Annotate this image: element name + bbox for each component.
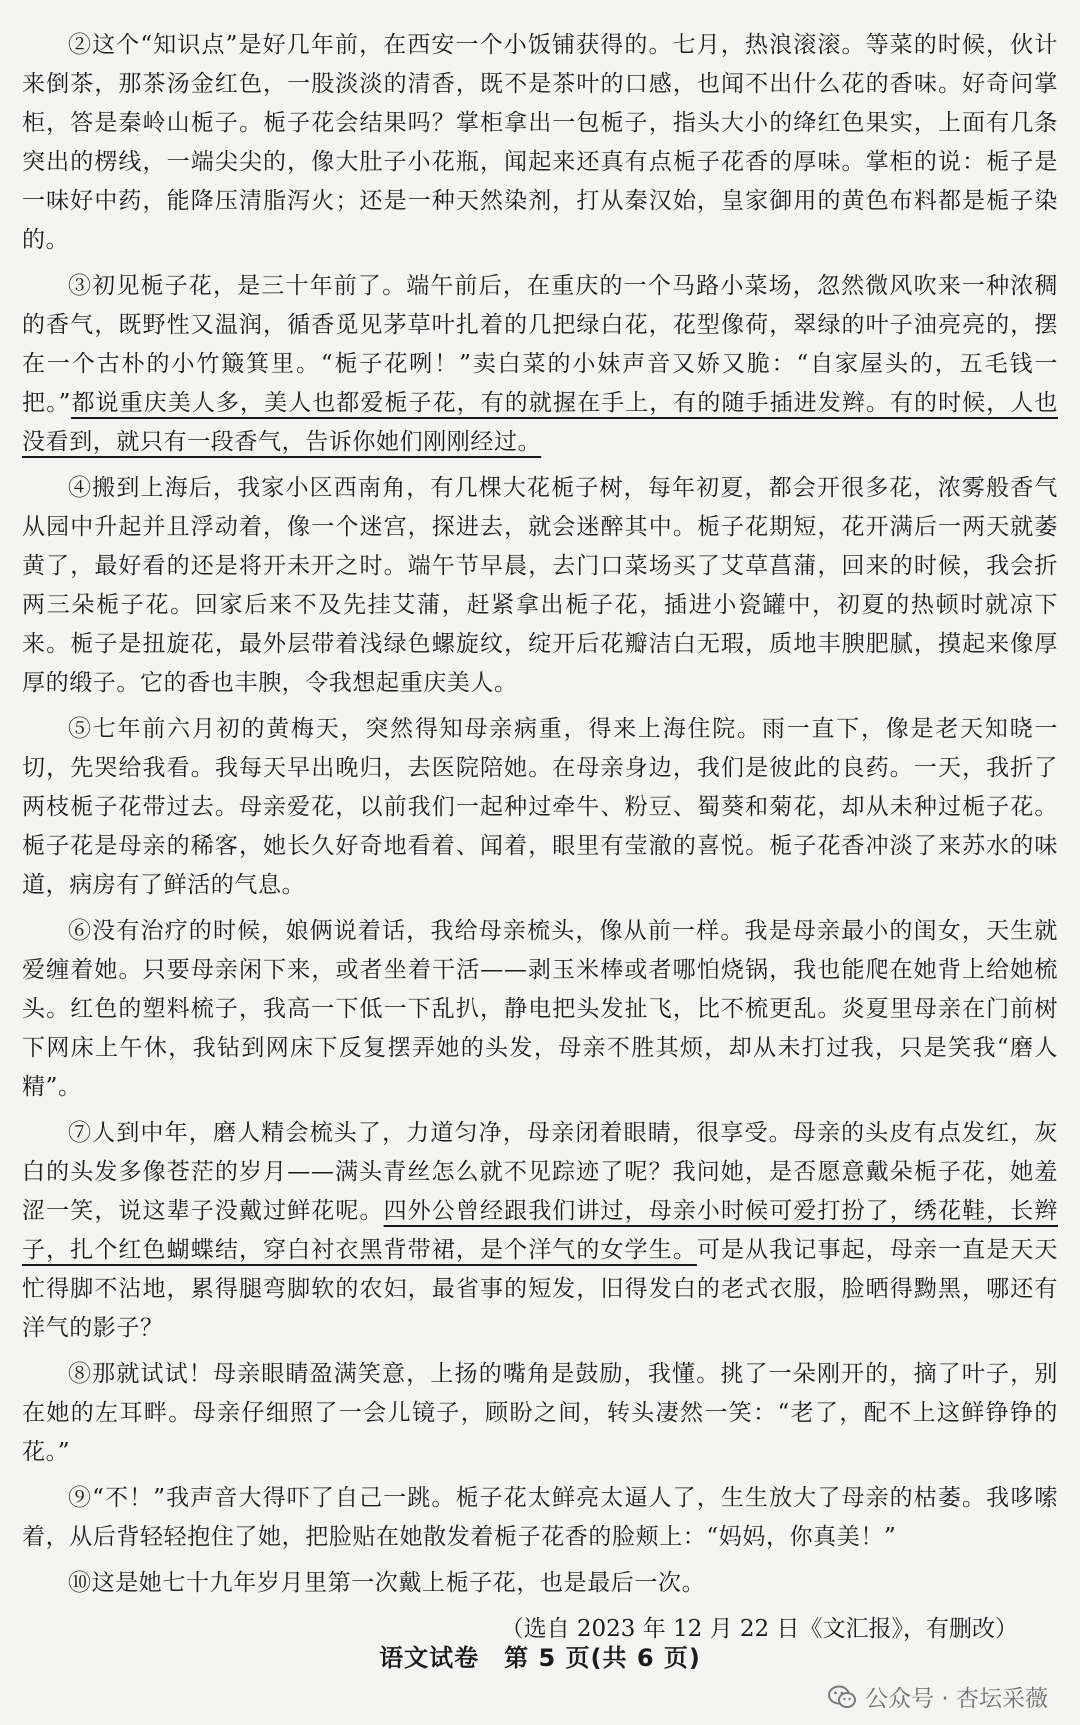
paragraph-5: ⑤七年前六月初的黄梅天，突然得知母亲病重，得来上海住院。雨一直下，像是老天知晓一切，先哭给我看。我每天早出晚归，去医院陪她。在母亲身边，我们是彼此的良药。一天，我折了两枝栀子花带过去。母亲爱花，以前我们一起种过牵牛、粉豆、蜀葵和菊花，却从未种过栀子花。栀子花是母亲的稀客，她长久好奇地看着、闻着，眼里有莹澈的喜悦。栀子花香冲淡了来苏水的味道，病房有了鲜活的气息。 xyxy=(22,716,1058,898)
watermark xyxy=(827,1680,1048,1713)
paragraph-8: ⑧那就试试！母亲眼睛盈满笑意，上扬的嘴角是鼓励，我懂。挑了一朵刚开的，摘了叶子，别在她的左耳畔。母亲仔细照了一会儿镜子，顾盼之间，转头凄然一笑：“老了，配不上这鲜铮铮的花。” xyxy=(22,1361,1058,1465)
paragraph-3-text: ③初见栀子花，是三十年前了。端午前后，在重庆的一个马路小菜场，忽然微风吹来一种浓稠的香气，既野性又温润，循香觅见茅草叶扎着的几把绿白花，花型像荷，翠绿的叶子油亮亮的，摆在一个古朴的小竹簸箕里。“栀子花咧！”卖白菜的小妹声音又娇又脆：“自家屋头的，五毛钱一把。” xyxy=(22,273,1058,416)
paragraph-6: ⑥没有治疗的时候，娘俩说着话，我给母亲梳头，像从前一样。我是母亲最小的闺女，天生就爱缠着她。只要母亲闲下来，或者坐着干活——剥玉米棒或者哪怕烧锅，我也能爬在她背上给她梳头。红色的塑料梳子，我高一下低一下乱扒，静电把头发扯飞，比不梳更乱。炎夏里母亲在门前树下网床上午休，我钻到网床下反复摆弄她的头发，母亲不胜其烦，却从未打过我，只是笑我“磨人精”。 xyxy=(22,918,1058,1100)
page-footer: 语文试卷 第 5 页(共 6 页) xyxy=(379,1644,701,1672)
wechat-official-account-icon xyxy=(827,1684,857,1710)
paragraph-3-underlined-sentence: 都说重庆美人多，美人也都爱栀子花，有的就握在手上，有的随手插进发辫。有的时候，人也没看到，就只有一段香气，告诉你她们刚刚经过。 xyxy=(22,390,1058,455)
paragraph-7-underlined-sentence: 四外公曾经跟我们讲过，母亲小时候可爱打扮了，绣花鞋，长辫子，扎个红色蝴蝶结，穿白衬衣黑背带裙，是个洋气的女学生。 xyxy=(22,1198,1058,1263)
paragraph-3 xyxy=(22,267,1058,462)
paragraph-9: ⑨“不！”我声音大得吓了自己一跳。栀子花太鲜亮太逼人了，生生放大了母亲的枯萎。我哆嗦着，从后背轻轻抱住了她，把脸贴在她散发着栀子花香的脸颊上：“妈妈，你真美！” xyxy=(22,1485,1058,1550)
paragraph-4: ④搬到上海后，我家小区西南角，有几棵大花栀子树，每年初夏，都会开很多花，浓雾般香气从园中升起并且浮动着，像一个迷宫，探进去，就会迷醉其中。栀子花期短，花开满后一两天就萎黄了，最好看的还是将开未开之时。端午节早晨，去门口菜场买了艾草菖蒲，回来的时候，我会折两三朵栀子花。回家后来不及先挂艾蒲，赶紧拿出栀子花，插进小瓷罐中，初夏的热顿时就凉下来。栀子是扭旋花，最外层带着浅绿色螺旋纹，绽开后花瓣洁白无瑕，质地丰腴肥腻，摸起来像厚厚的缎子。它的香也丰腴，令我想起重庆美人。 xyxy=(22,475,1058,696)
exam-page xyxy=(22,26,1059,1642)
source-citation: （选自 2023 年 12 月 22 日《文汇报》，有删改） xyxy=(500,1616,1018,1642)
paragraph-7-text: ⑦人到中年，磨人精会梳头了，力道匀净，母亲闭着眼睛，很享受。母亲的头皮有点发红，灰白的头发多像苍茫的岁月——满头青丝怎么就不见踪迹了呢？我问她，是否愿意戴朵栀子花，她羞涩一笑，说这辈子没戴过鲜花呢。 xyxy=(22,1120,1058,1224)
paragraph-10: ⑩这是她七十九年岁月里第一次戴上栀子花，也是最后一次。 xyxy=(68,1570,706,1596)
paragraph-2: ②这个“知识点”是好几年前，在西安一个小饭铺获得的。七月，热浪滚滚。等菜的时候，伙计来倒茶，那茶汤金红色，一股淡淡的清香，既不是茶叶的口感，也闻不出什么花的香味。好奇问掌柜，答是秦岭山栀子。栀子花会结果吗？掌柜拿出一包栀子，指头大小的绛红色果实，上面有几条突出的楞线，一端尖尖的，像大肚子小花瓶，闻起来还真有点栀子花香的厚味。掌柜的说：栀子是一味好中药，能降压清脂泻火；还是一种天然染剂，打从秦汉始，皇家御用的黄色布料都是栀子染的。 xyxy=(22,32,1058,253)
paragraph-7-tail: 可是从我记事起，母亲一直是天天忙得脚不沾地，累得腿弯脚软的农妇，最省事的短发，旧得发白的老式衣服，脸晒得黝黑，哪还有洋气的影子？ xyxy=(22,1237,1059,1341)
paragraph-7 xyxy=(22,1114,1058,1348)
watermark-text: 公众号 · 杏坛采薇 xyxy=(865,1686,1048,1712)
